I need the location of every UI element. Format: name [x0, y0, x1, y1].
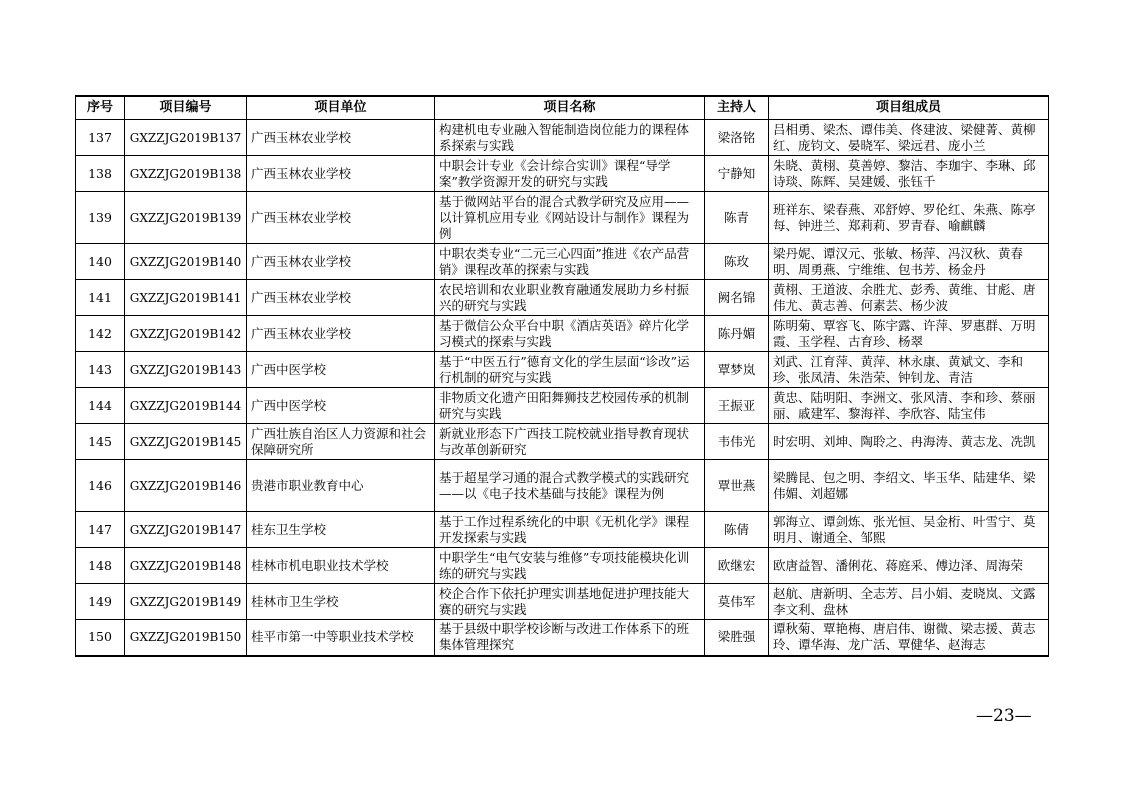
table-row: [76, 620, 1049, 656]
table-row: [76, 120, 1049, 156]
row-host: 欧继宏: [705, 548, 769, 584]
row-members: 陈明菊、覃容飞、陈宇露、许萍、罗惠群、万明霞、玉学程、古育珍、杨翠: [769, 316, 1049, 352]
row-project-code: GXZZJG2019B141: [125, 280, 247, 316]
row-serial: 139: [76, 192, 125, 244]
row-project-name: 基于“中医五行”德育文化的学生层面“诊改”运行机制的研究与实践: [435, 352, 705, 388]
row-host: 陈玫: [705, 244, 769, 280]
table-row: [76, 156, 1049, 192]
table-row: [76, 512, 1049, 548]
row-host: 阙名锦: [705, 280, 769, 316]
row-serial: 141: [76, 280, 125, 316]
row-project-name: 基于超星学习通的混合式教学模式的实践研究——以《电子技术基础与技能》课程为例: [435, 460, 705, 512]
row-project-unit: 桂林市卫生学校: [247, 584, 435, 620]
header-serial: 序号: [76, 96, 125, 120]
row-serial: 150: [76, 620, 125, 656]
row-project-code: GXZZJG2019B138: [125, 156, 247, 192]
row-members: 黄栩、王道波、余胜尤、彭秀、黄维、甘彪、唐伟尤、黄志善、何素芸、杨少波: [769, 280, 1049, 316]
row-host: 梁胜强: [705, 620, 769, 656]
header-host: 主持人: [705, 96, 769, 120]
row-host: 宁静知: [705, 156, 769, 192]
row-project-name: 基于微网站平台的混合式教学研究及应用——以计算机应用专业《网站设计与制作》课程为例: [435, 192, 705, 244]
row-project-unit: 广西中医学校: [247, 352, 435, 388]
table-row: [76, 352, 1049, 388]
row-project-unit: 广西玉林农业学校: [247, 192, 435, 244]
row-project-code: GXZZJG2019B150: [125, 620, 247, 656]
row-serial: 149: [76, 584, 125, 620]
page-number: —23—: [976, 706, 1032, 726]
row-project-unit: 广西壮族自治区人力资源和社会保障研究所: [247, 424, 435, 460]
table-row: [76, 460, 1049, 512]
row-serial: 146: [76, 460, 125, 512]
row-project-code: GXZZJG2019B148: [125, 548, 247, 584]
row-serial: 148: [76, 548, 125, 584]
row-project-name: 非物质文化遗产田阳舞狮技艺校园传承的机制研究与实践: [435, 388, 705, 424]
row-host: 韦伟光: [705, 424, 769, 460]
row-project-name: 基于县级中职学校诊断与改进工作体系下的班集体管理探究: [435, 620, 705, 656]
row-members: 梁腾昆、包之明、李绍文、毕玉华、陆建华、梁伟媚、刘超娜: [769, 460, 1049, 512]
row-serial: 145: [76, 424, 125, 460]
row-project-name: 新就业形态下广西技工院校就业指导教育现状与改革创新研究: [435, 424, 705, 460]
project-table: [75, 95, 1049, 657]
row-project-unit: 广西中医学校: [247, 388, 435, 424]
row-members: 欧唐益智、潘俐花、蒋庭釆、傅边泽、周海荣: [769, 548, 1049, 584]
row-members: 刘武、江育萍、黄萍、林永康、黄斌文、李和珍、张凤清、朱浩荣、钟钊龙、青洁: [769, 352, 1049, 388]
row-serial: 143: [76, 352, 125, 388]
row-project-unit: 广西玉林农业学校: [247, 244, 435, 280]
row-host: 覃梦岚: [705, 352, 769, 388]
row-project-code: GXZZJG2019B146: [125, 460, 247, 512]
table-row: [76, 280, 1049, 316]
row-project-unit: 桂平市第一中等职业技术学校: [247, 620, 435, 656]
row-members: 郭海立、谭剑炼、张光恒、吴金桁、叶雪宁、莫明月、谢通全、邹熙: [769, 512, 1049, 548]
table-row: [76, 584, 1049, 620]
row-project-code: GXZZJG2019B144: [125, 388, 247, 424]
row-project-name: 基于工作过程系统化的中职《无机化学》课程开发探索与实践: [435, 512, 705, 548]
header-project-name: 项目名称: [435, 96, 705, 120]
row-project-name: 中职会计专业《会计综合实训》课程“导学案”教学资源开发的研究与实践: [435, 156, 705, 192]
row-host: 陈倩: [705, 512, 769, 548]
row-serial: 142: [76, 316, 125, 352]
row-project-name: 基于微信公众平台中职《酒店英语》碎片化学习模式的探索与实践: [435, 316, 705, 352]
row-project-unit: 桂东卫生学校: [247, 512, 435, 548]
row-project-code: GXZZJG2019B139: [125, 192, 247, 244]
header-project-unit: 项目单位: [247, 96, 435, 120]
row-host: 梁洛铭: [705, 120, 769, 156]
table-header-row: [76, 96, 1049, 120]
row-project-code: GXZZJG2019B149: [125, 584, 247, 620]
row-project-code: GXZZJG2019B143: [125, 352, 247, 388]
table-row: [76, 388, 1049, 424]
table-row: [76, 192, 1049, 244]
row-host: 覃世燕: [705, 460, 769, 512]
row-members: 谭秋菊、覃艳梅、唐启伟、谢微、梁志援、黄志玲、谭华海、龙广活、覃健华、赵海志: [769, 620, 1049, 656]
row-members: 时宏明、刘坤、陶聆之、冉海涛、黄志龙、冼凯: [769, 424, 1049, 460]
row-members: 梁丹妮、谭汉元、张敏、杨萍、冯汉秋、黄春明、周勇燕、宁维维、包书芳、杨金丹: [769, 244, 1049, 280]
row-project-unit: 桂林市机电职业技术学校: [247, 548, 435, 584]
row-serial: 137: [76, 120, 125, 156]
row-host: 陈青: [705, 192, 769, 244]
table-body: [76, 120, 1049, 656]
row-members: 班祥东、梁春燕、邓舒婷、罗伦红、朱燕、陈亭每、钟进兰、郑莉莉、罗青春、喻麒麟: [769, 192, 1049, 244]
row-serial: 147: [76, 512, 125, 548]
header-members: 项目组成员: [769, 96, 1049, 120]
row-host: 莫伟军: [705, 584, 769, 620]
row-project-name: 农民培训和农业职业教育融通发展助力乡村振兴的研究与实践: [435, 280, 705, 316]
row-members: 朱晓、黄栩、莫善婷、黎洁、李珈宇、李琳、邱诗琰、陈辉、吴建媛、张钰千: [769, 156, 1049, 192]
row-serial: 138: [76, 156, 125, 192]
row-project-code: GXZZJG2019B140: [125, 244, 247, 280]
row-project-unit: 广西玉林农业学校: [247, 316, 435, 352]
row-project-name: 中职学生“电气安装与维修”专项技能模块化训练的研究与实践: [435, 548, 705, 584]
row-project-name: 构建机电专业融入智能制造岗位能力的课程体系探索与实践: [435, 120, 705, 156]
row-project-unit: 广西玉林农业学校: [247, 120, 435, 156]
row-project-code: GXZZJG2019B147: [125, 512, 247, 548]
table-row: [76, 548, 1049, 584]
row-serial: 140: [76, 244, 125, 280]
row-project-unit: 广西玉林农业学校: [247, 156, 435, 192]
row-serial: 144: [76, 388, 125, 424]
header-project-code: 项目编号: [125, 96, 247, 120]
row-project-unit: 贵港市职业教育中心: [247, 460, 435, 512]
table-row: [76, 244, 1049, 280]
table-row: [76, 424, 1049, 460]
row-host: 陈丹媚: [705, 316, 769, 352]
row-project-name: 校企合作下依托护理实训基地促进护理技能大赛的研究与实践: [435, 584, 705, 620]
row-members: 赵航、唐新明、全志芳、吕小娟、麦晓岚、文露李文利、盘林: [769, 584, 1049, 620]
row-members: 吕相勇、梁杰、谭伟美、佟建波、梁健菁、黄柳红、庞钧文、晏晓军、梁远君、庞小兰: [769, 120, 1049, 156]
row-project-code: GXZZJG2019B142: [125, 316, 247, 352]
row-project-code: GXZZJG2019B145: [125, 424, 247, 460]
row-members: 黄忠、陆明阳、李洲文、张风清、李和珍、蔡丽丽、戚建军、黎海祥、李欣容、陆宝伟: [769, 388, 1049, 424]
row-project-code: GXZZJG2019B137: [125, 120, 247, 156]
row-project-name: 中职农类专业“二元三心四面”推进《农产品营销》课程改革的探索与实践: [435, 244, 705, 280]
row-host: 王振亚: [705, 388, 769, 424]
table-row: [76, 316, 1049, 352]
row-project-unit: 广西玉林农业学校: [247, 280, 435, 316]
